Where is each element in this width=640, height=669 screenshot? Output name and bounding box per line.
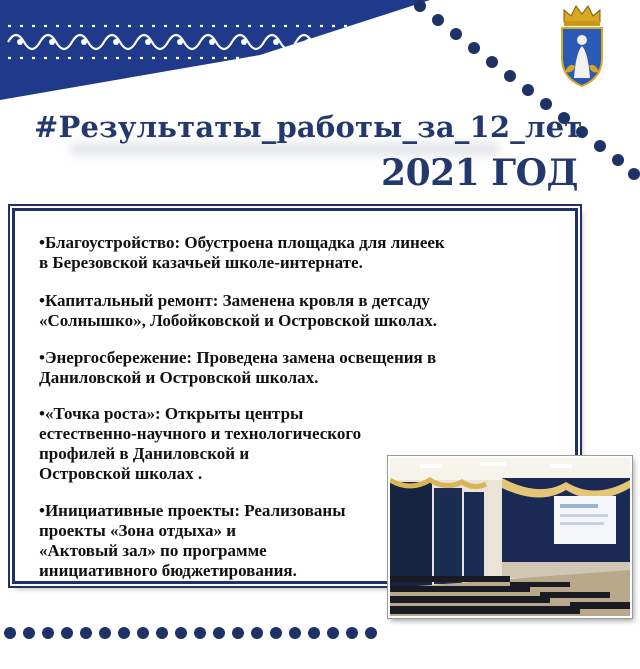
assembly-hall-photo <box>388 456 632 618</box>
coat-of-arms-icon <box>552 2 612 88</box>
year-heading: 2021 ГОД <box>381 152 578 194</box>
page-title: #Результаты_работы_за_12_лет <box>34 110 583 144</box>
bottom-dots <box>4 627 377 639</box>
list-item: •Капитальный ремонт: Заменена кровля в детсаду «Солнышко», Лобойковской и Островской школах. <box>39 291 438 330</box>
list-item: •Энергосбережение: Проведена замена освещения в Даниловской и Островской школах. <box>39 348 437 387</box>
list-item: •Благоустройство: Обустроена площадка для линеек в Березовской казачьей школе-интернате. <box>39 233 445 272</box>
list-item: •«Точка роста»: Открыты центры естественно-научного и технологического профилей в Даниловской и Островской школах . <box>39 404 362 483</box>
list-item: •Инициативные проекты: Реализованы проекты «Зона отдыха» и «Актовый зал» по программе инициативного бюджетирования. <box>39 501 346 580</box>
